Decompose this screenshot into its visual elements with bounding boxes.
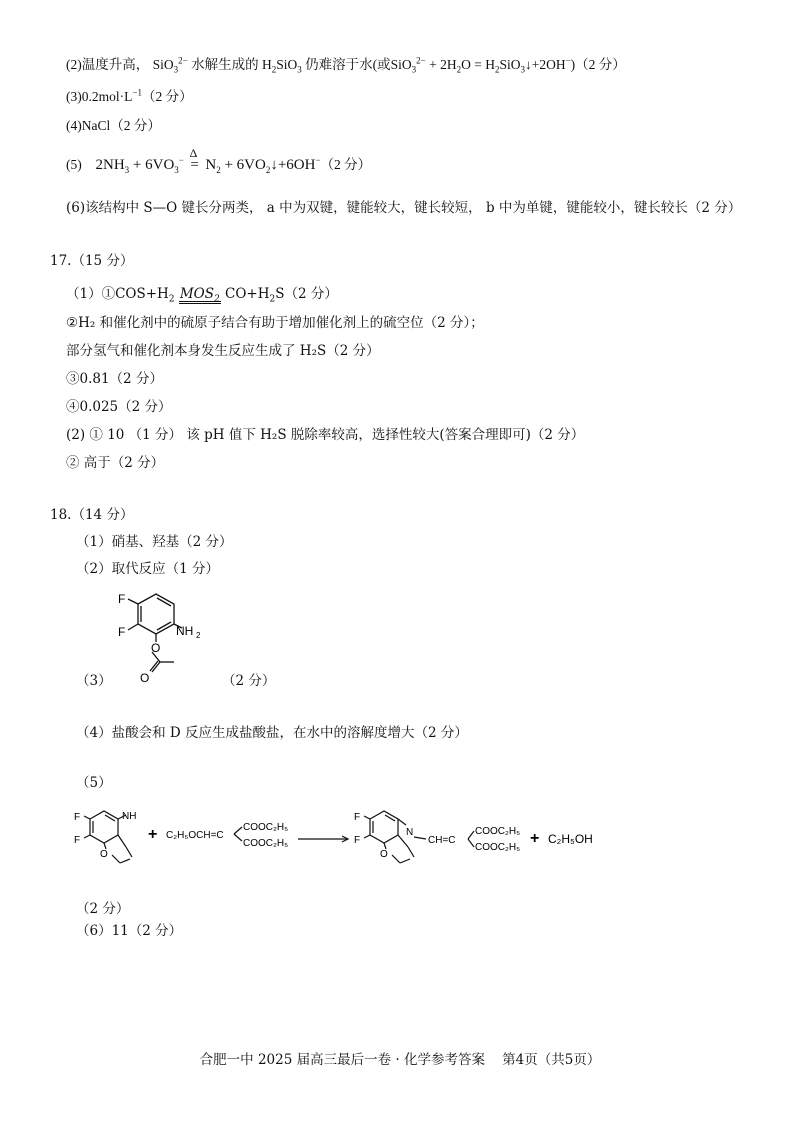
amino-subscript: 2 [196, 631, 201, 640]
q18-line3-number: （3） [76, 673, 112, 689]
q18-line2: （2）取代反应（1 分） [76, 561, 219, 577]
q18-line5: （5） [76, 775, 112, 791]
amino-label: NH [176, 624, 194, 638]
fluorine-label-1: F [118, 592, 126, 606]
reactant-fluorine-1: F [74, 812, 81, 823]
reactant-nh-label: NH [122, 811, 137, 822]
product-nitrogen-label: N [406, 827, 414, 838]
q18-line3-score: （2 分） [222, 673, 276, 689]
q18-heading: 18.（14 分） [50, 507, 134, 523]
byproduct-label: C₂H₅OH [548, 832, 593, 846]
q18-line5-score: （2 分） [76, 901, 130, 917]
q17-line5: ④0.025（2 分） [66, 399, 172, 415]
q16-part2: (2)温度升高， SiO$_3^{2-}$ 水解生成的 $H_2SiO_3$ 仍难溶于水(或$SiO_3^{2-} + 2H_2O$ = $H_2SiO_3↓+2OH^-)(2$ 分） [66, 55, 626, 75]
reactant-fluorine-2: F [74, 835, 81, 846]
reagent-left: C₂H₅OCH=C [166, 830, 224, 841]
q18-reaction5 [70, 805, 630, 880]
q18-answer3-structure [100, 590, 220, 690]
page-footer: 合肥一中 2025 届高三最后一卷 · 化学参考答案 第4页（共5页） [199, 1052, 601, 1068]
q17-line4: ③0.81（2 分） [66, 371, 163, 387]
carbonyl-oxygen-label: O [140, 671, 150, 685]
q17-heading: 17.（15 分） [50, 253, 134, 269]
q17-line2: ②H₂ 和催化剂中的硫原子结合有助于增加催化剂上的硫空位（2 分）； [66, 315, 484, 331]
product-ester-1: COOC₂H₅ [475, 826, 521, 837]
product-ch-c: CH=C [428, 835, 456, 846]
q17-line3: 部分氢气和催化剂本身发生反应生成了 H₂S（2 分） [66, 343, 380, 359]
q16-part4: (4)NaCl（2 分） [66, 118, 161, 133]
reagent-ester-2: COOC₂H₅ [243, 838, 289, 849]
plus-sign-2: + [530, 830, 540, 847]
ether-oxygen-label: O [151, 641, 161, 655]
q17-line7: ② 高于（2 分） [66, 455, 165, 471]
plus-sign-1: + [148, 826, 158, 843]
q16-part3: $(3)0.2mol\cdot L^{-1}(2$ 分） [66, 87, 193, 104]
product-fluorine-2: F [354, 835, 361, 846]
fluorine-label-2: F [118, 625, 126, 639]
product-ester-2: COOC₂H₅ [475, 842, 521, 853]
q16-part5: (5) $2NH_3 + 6VO_3^-$ Δ = $N_2$ + $6VO_2↓+6OH^-(2$ 分） [66, 146, 372, 175]
q17-line6: (2) ① 10 （1 分） 该 pH 值下 H₂S 脱除率较高，选择性较大(答案合理即可)（2 分） [66, 427, 585, 443]
q16-part6: (6)该结构中 S—O 键长分两类， a 中为双键，键能较大，键长较短， b 中为单键，键能较小，键长较长（2 分） [66, 200, 742, 216]
q18-line4: （4）盐酸会和 D 反应生成盐酸盐，在水中的溶解度增大（2 分） [76, 725, 468, 741]
q17-line1: $(1)①COS+H_2$ $MOS_2$ $CO+H_2S(2$ 分） [66, 286, 338, 305]
reagent-ester-1: COOC₂H₅ [243, 822, 289, 833]
q18-line6: （6）11（2 分） [76, 923, 183, 939]
product-fluorine-1: F [354, 812, 361, 823]
product-oxygen-label: O [380, 849, 388, 860]
reactant-oxygen-label: O [100, 849, 108, 860]
q18-line1: （1）硝基、羟基（2 分） [76, 534, 233, 550]
